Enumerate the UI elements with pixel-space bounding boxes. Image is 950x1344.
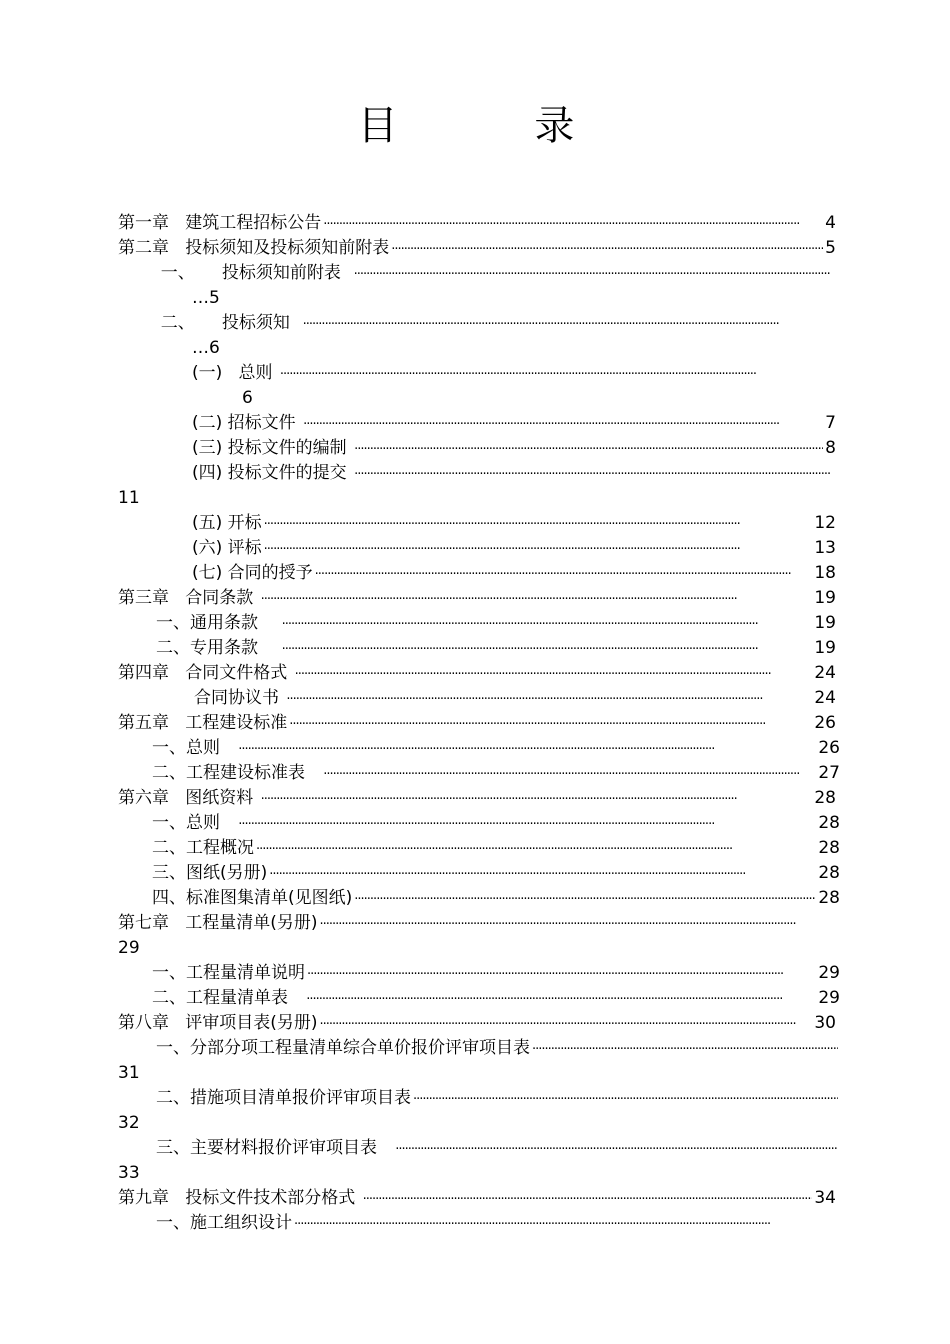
toc-entry bbox=[118, 586, 836, 611]
toc-entry bbox=[152, 811, 840, 836]
toc-entry-label: 一、 投标须知前附表 bbox=[150, 263, 352, 283]
toc-entry bbox=[156, 1211, 840, 1236]
dot-leader bbox=[319, 1011, 812, 1036]
dot-leader bbox=[315, 561, 813, 586]
toc-entry bbox=[152, 736, 840, 761]
toc-entry-page: 7 bbox=[825, 413, 836, 433]
toc-entry-label: 第三章 合同条款 bbox=[118, 588, 259, 608]
toc-entry-page: 24 bbox=[814, 688, 836, 708]
dot-leader bbox=[303, 411, 823, 436]
toc-entry bbox=[152, 861, 840, 886]
toc-entry-page: 5 bbox=[825, 238, 836, 258]
toc-entry bbox=[152, 886, 840, 911]
toc-entry-label: 四、标准图集清单(见图纸) bbox=[152, 888, 353, 908]
toc-entry-page: 28 bbox=[818, 813, 840, 833]
toc-entry-label: 二、 投标须知 bbox=[150, 313, 301, 333]
toc-entry-label: 二、工程建设标准表 bbox=[152, 763, 322, 783]
dot-leader bbox=[282, 611, 813, 636]
toc-entry-page: 32 bbox=[118, 1113, 140, 1133]
toc-entry-page: 31 bbox=[118, 1063, 140, 1083]
toc-entry-page: 12 bbox=[814, 513, 836, 533]
dot-leader bbox=[256, 836, 816, 861]
toc-entry-label: 一、通用条款 bbox=[156, 613, 280, 633]
toc-entry bbox=[192, 536, 836, 561]
toc-entry-label: 一、总则 bbox=[152, 738, 237, 758]
toc-entry bbox=[192, 436, 836, 461]
dot-leader bbox=[391, 236, 823, 261]
toc-entry-label: (一) 总则 bbox=[192, 363, 278, 383]
toc-entry-label: 第九章 投标文件技术部分格式 bbox=[118, 1188, 361, 1208]
dot-leader bbox=[354, 436, 823, 461]
toc-entry-label: 合同协议书 bbox=[194, 688, 285, 708]
toc-entry-page: 24 bbox=[814, 663, 836, 683]
toc-entry bbox=[152, 836, 840, 861]
dot-leader bbox=[413, 1086, 838, 1111]
toc-entry-page: 19 bbox=[814, 613, 836, 633]
toc-entry bbox=[150, 311, 840, 336]
toc-entry-label: 第四章 合同文件格式 bbox=[118, 663, 293, 683]
toc-entry-page: 13 bbox=[814, 538, 836, 558]
dot-leader bbox=[238, 811, 816, 836]
toc-entry-label: (四) 投标文件的提交 bbox=[192, 463, 353, 483]
toc-entry-page: 28 bbox=[818, 888, 840, 908]
toc-entry-page: …5 bbox=[192, 288, 220, 308]
toc-entry-page: 34 bbox=[814, 1188, 836, 1208]
toc-entry bbox=[156, 1036, 840, 1061]
toc-entry-label: 第七章 工程量清单(另册) bbox=[118, 913, 318, 933]
toc-entry-label: 第八章 评审项目表(另册) bbox=[118, 1013, 318, 1033]
dot-leader bbox=[303, 311, 838, 336]
toc-entry-page: 29 bbox=[118, 938, 140, 958]
toc-entry-label: 一、分部分项工程量清单综合单价报价评审项目表 bbox=[156, 1038, 530, 1058]
toc-entry bbox=[118, 911, 840, 936]
dot-leader bbox=[238, 736, 816, 761]
toc-entry bbox=[192, 461, 840, 486]
toc-entry-page: 8 bbox=[825, 438, 836, 458]
toc-entry bbox=[192, 561, 836, 586]
dot-leader bbox=[286, 686, 812, 711]
toc-entry bbox=[118, 1186, 836, 1211]
toc-entry-label: 第二章 投标须知及投标须知前附表 bbox=[118, 238, 390, 258]
toc-entry-label: (五) 开标 bbox=[192, 513, 262, 533]
toc-entry-page: 28 bbox=[814, 788, 836, 808]
toc-entry-label: 一、总则 bbox=[152, 813, 237, 833]
toc-entry bbox=[118, 661, 836, 686]
toc-entry bbox=[152, 986, 840, 1011]
dot-leader bbox=[307, 961, 816, 986]
toc-entry-label: (七) 合同的授予 bbox=[192, 563, 313, 583]
dot-leader bbox=[264, 511, 813, 536]
dot-leader bbox=[264, 536, 813, 561]
toc-entry-label: (六) 评标 bbox=[192, 538, 262, 558]
toc-entry-page: 27 bbox=[818, 763, 840, 783]
toc-entry-label: (二) 招标文件 bbox=[192, 413, 302, 433]
toc-entry-page: 6 bbox=[242, 388, 253, 408]
dot-leader bbox=[261, 786, 813, 811]
toc-entry-page: 19 bbox=[814, 638, 836, 658]
toc-entry bbox=[156, 1136, 840, 1161]
dot-leader bbox=[354, 261, 838, 286]
dot-leader bbox=[395, 1136, 838, 1161]
dot-leader bbox=[295, 661, 813, 686]
dot-leader bbox=[354, 886, 816, 911]
dot-leader bbox=[282, 636, 813, 661]
dot-leader bbox=[323, 761, 816, 786]
toc-entry bbox=[156, 611, 836, 636]
toc-entry-page: 4 bbox=[825, 213, 836, 233]
toc-entry-label: 二、工程量清单表 bbox=[152, 988, 305, 1008]
toc-entry-label: 三、图纸(另册) bbox=[152, 863, 268, 883]
dot-leader bbox=[269, 861, 816, 886]
dot-leader bbox=[363, 1186, 813, 1211]
toc-entry bbox=[118, 211, 836, 236]
dot-leader bbox=[319, 911, 838, 936]
toc-entry-page: 28 bbox=[818, 838, 840, 858]
toc-entry-label: 第六章 图纸资料 bbox=[118, 788, 259, 808]
toc-entry bbox=[192, 511, 836, 536]
dot-leader bbox=[323, 211, 823, 236]
toc-entry-label: 二、措施项目清单报价评审项目表 bbox=[156, 1088, 411, 1108]
toc-entry-page: 29 bbox=[818, 963, 840, 983]
toc-entry-page: 11 bbox=[118, 488, 140, 508]
toc-entry-page: 30 bbox=[814, 1013, 836, 1033]
toc-entry bbox=[118, 786, 836, 811]
toc-entry-label: 一、工程量清单说明 bbox=[152, 963, 305, 983]
toc-entry bbox=[156, 1086, 840, 1111]
toc-entry-label: 第一章 建筑工程招标公告 bbox=[118, 213, 322, 233]
toc-entry-page: 26 bbox=[818, 738, 840, 758]
toc-entry-label: (三) 投标文件的编制 bbox=[192, 438, 353, 458]
toc-entry-page: 28 bbox=[818, 863, 840, 883]
toc-entry-page: 19 bbox=[814, 588, 836, 608]
toc-entry bbox=[118, 1011, 836, 1036]
dot-leader bbox=[261, 586, 813, 611]
dot-leader bbox=[294, 1211, 838, 1236]
dot-leader bbox=[532, 1036, 838, 1061]
dot-leader bbox=[280, 361, 838, 386]
toc-entry bbox=[192, 411, 836, 436]
toc-entry bbox=[192, 361, 840, 386]
toc-entry-page: 29 bbox=[818, 988, 840, 1008]
page-title: 目 录 bbox=[357, 103, 637, 149]
toc-entry-page: 33 bbox=[118, 1163, 140, 1183]
toc-entry bbox=[152, 761, 840, 786]
toc-entry bbox=[118, 236, 836, 261]
toc-entry-label: 三、主要材料报价评审项目表 bbox=[156, 1138, 394, 1158]
toc-entry-label: 二、专用条款 bbox=[156, 638, 280, 658]
toc-entry-page: 26 bbox=[814, 713, 836, 733]
toc-entry bbox=[156, 636, 836, 661]
toc-entry-page: 18 bbox=[814, 563, 836, 583]
toc-entry-label: 一、施工组织设计 bbox=[156, 1213, 292, 1233]
toc-entry bbox=[152, 961, 840, 986]
toc-entry-label: 二、工程概况 bbox=[152, 838, 254, 858]
dot-leader bbox=[306, 986, 816, 1011]
toc-entry bbox=[118, 711, 836, 736]
toc-entry-label: 第五章 工程建设标准 bbox=[118, 713, 288, 733]
dot-leader bbox=[289, 711, 812, 736]
toc-entry bbox=[150, 261, 840, 286]
dot-leader bbox=[354, 461, 838, 486]
toc-entry bbox=[194, 686, 836, 711]
toc-entry-page: …6 bbox=[192, 338, 220, 358]
